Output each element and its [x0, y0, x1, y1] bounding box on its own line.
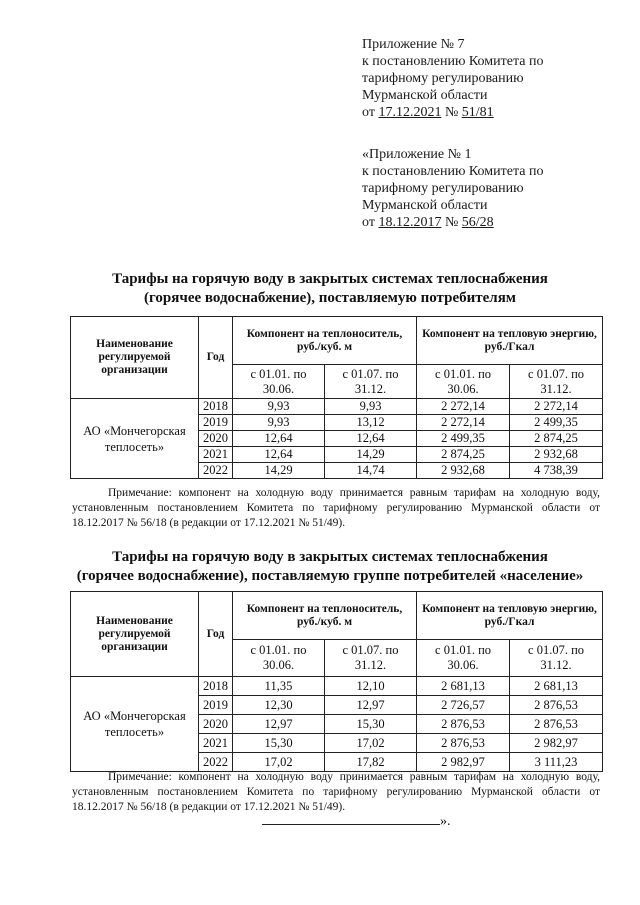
title-line: Тарифы на горячую воду в закрытых системах теплоснабжения [112, 271, 548, 287]
energy-h1-cell: 2 982,97 [417, 753, 510, 772]
energy-h1-cell: 2 272,14 [417, 415, 510, 431]
energy-h2-cell: 2 982,97 [510, 734, 603, 753]
year-cell: 2021 [199, 447, 233, 463]
year-cell: 2018 [199, 677, 233, 696]
date-prefix: от [362, 105, 375, 120]
signature-line [262, 812, 440, 825]
energy-h1-cell: 2 499,35 [417, 431, 510, 447]
carrier-h2-cell: 12,64 [325, 431, 417, 447]
table-header-row [71, 317, 603, 365]
appendix-title: «Приложение № 1 [362, 147, 472, 162]
appendix-line: тарифному регулированию [362, 71, 524, 86]
year-cell: 2020 [199, 431, 233, 447]
title-line: (горячее водоснабжение), поставляемую потребителям [143, 290, 517, 306]
energy-h2-cell: 2 932,68 [510, 447, 603, 463]
table2-title [60, 548, 600, 586]
appendix-line: тарифному регулированию [362, 181, 524, 196]
year-cell: 2019 [199, 696, 233, 715]
carrier-h2-cell: 14,29 [325, 447, 417, 463]
carrier-h2-cell: 17,82 [325, 753, 417, 772]
title-line: (горячее водоснабжение), поставляемую группе потребителей «население» [76, 568, 584, 584]
period-h2: с 01.07. по 31.12. [510, 365, 603, 399]
closing-quote: ». [440, 814, 451, 829]
carrier-h2-cell: 15,30 [325, 715, 417, 734]
energy-h1-cell: 2 681,13 [417, 677, 510, 696]
closing-line [262, 812, 451, 830]
energy-h2-cell: 4 738,39 [510, 463, 603, 479]
tariff-table-consumers [70, 316, 603, 479]
header-year: Год [199, 592, 233, 677]
energy-h1-cell: 2 932,68 [417, 463, 510, 479]
carrier-h1-cell: 17,02 [233, 753, 325, 772]
appendix-date: 18.12.2017 [378, 215, 442, 230]
year-cell: 2022 [199, 753, 233, 772]
period-h2: с 01.07. по 31.12. [325, 365, 417, 399]
energy-h2-cell: 2 874,25 [510, 431, 603, 447]
period-h1: с 01.01. по 30.06. [233, 640, 325, 677]
header-carrier: Компонент на теплоноситель, руб./куб. м [233, 317, 417, 365]
appendix-date: 17.12.2021 [378, 105, 442, 120]
energy-h2-cell: 2 876,53 [510, 696, 603, 715]
carrier-h1-cell: 12,30 [233, 696, 325, 715]
energy-h2-cell: 2 499,35 [510, 415, 603, 431]
appendix-line: к постановлению Комитета по [362, 164, 544, 179]
table1-note: Примечание: компонент на холодную воду принимается равным тарифам на холодную воду, установленным постановлением Комитета по тарифному регулированию Мурманской области от 18.12.2017 № 56/18 (в редакции от 17.12.2021 № 51/49). [72, 487, 600, 529]
header-energy: Компонент на тепловую энергию, руб./Гкал [417, 592, 603, 640]
date-prefix: от [362, 215, 375, 230]
year-cell: 2019 [199, 415, 233, 431]
energy-h1-cell: 2 876,53 [417, 734, 510, 753]
appendix-date-line [362, 214, 543, 231]
period-h2: с 01.07. по 31.12. [325, 640, 417, 677]
period-h2: с 01.07. по 31.12. [510, 640, 603, 677]
header-year: Год [199, 317, 233, 399]
year-cell: 2020 [199, 715, 233, 734]
carrier-h2-cell: 13,12 [325, 415, 417, 431]
period-h1: с 01.01. по 30.06. [417, 640, 510, 677]
appendix-subheader [362, 146, 543, 231]
carrier-h1-cell: 11,35 [233, 677, 325, 696]
energy-h2-cell: 2 876,53 [510, 715, 603, 734]
appendix-number: 56/28 [461, 215, 494, 230]
table-row [71, 677, 603, 696]
energy-h1-cell: 2 726,57 [417, 696, 510, 715]
appendix-line: Мурманской области [362, 88, 488, 103]
year-cell: 2018 [199, 399, 233, 415]
org-name: АО «Мончегорская теплосеть» [71, 399, 199, 479]
number-prefix: № [444, 215, 459, 230]
table2-note: Примечание: компонент на холодную воду принимается равным тарифам на холодную воду, установленным постановлением Комитета по тарифному регулированию Мурманской области от 18.12.2017 № 56/18 (в редакции от 17.12.2021 № 51/49). [72, 771, 600, 813]
appendix-line: к постановлению Комитета по [362, 54, 544, 69]
number-prefix: № [444, 105, 459, 120]
period-h1: с 01.01. по 30.06. [417, 365, 510, 399]
header-energy: Компонент на тепловую энергию, руб./Гкал [417, 317, 603, 365]
appendix-number: 51/81 [461, 105, 494, 120]
appendix-header [362, 36, 543, 121]
carrier-h1-cell: 12,97 [233, 715, 325, 734]
energy-h1-cell: 2 874,25 [417, 447, 510, 463]
period-h1: с 01.01. по 30.06. [233, 365, 325, 399]
carrier-h1-cell: 14,29 [233, 463, 325, 479]
energy-h1-cell: 2 876,53 [417, 715, 510, 734]
energy-h2-cell: 2 681,13 [510, 677, 603, 696]
header-org: Наименование регулируемой организации [71, 317, 199, 399]
header-org: Наименование регулируемой организации [71, 592, 199, 677]
carrier-h2-cell: 9,93 [325, 399, 417, 415]
carrier-h1-cell: 12,64 [233, 447, 325, 463]
appendix-date-line [362, 104, 543, 121]
year-cell: 2021 [199, 734, 233, 753]
table-header-row [71, 592, 603, 640]
carrier-h1-cell: 12,64 [233, 431, 325, 447]
carrier-h2-cell: 14,74 [325, 463, 417, 479]
org-name: АО «Мончегорская теплосеть» [71, 677, 199, 772]
carrier-h1-cell: 15,30 [233, 734, 325, 753]
year-cell: 2022 [199, 463, 233, 479]
table-row [71, 399, 603, 415]
carrier-h2-cell: 17,02 [325, 734, 417, 753]
carrier-h1-cell: 9,93 [233, 415, 325, 431]
appendix-line: Мурманской области [362, 198, 488, 213]
tariff-table-population [70, 591, 603, 772]
header-carrier: Компонент на теплоноситель, руб./куб. м [233, 592, 417, 640]
carrier-h2-cell: 12,97 [325, 696, 417, 715]
energy-h1-cell: 2 272,14 [417, 399, 510, 415]
energy-h2-cell: 2 272,14 [510, 399, 603, 415]
title-line: Тарифы на горячую воду в закрытых системах теплоснабжения [112, 549, 548, 565]
appendix-title: Приложение № 7 [362, 37, 465, 52]
carrier-h2-cell: 12,10 [325, 677, 417, 696]
table1-title [60, 270, 600, 308]
energy-h2-cell: 3 111,23 [510, 753, 603, 772]
carrier-h1-cell: 9,93 [233, 399, 325, 415]
